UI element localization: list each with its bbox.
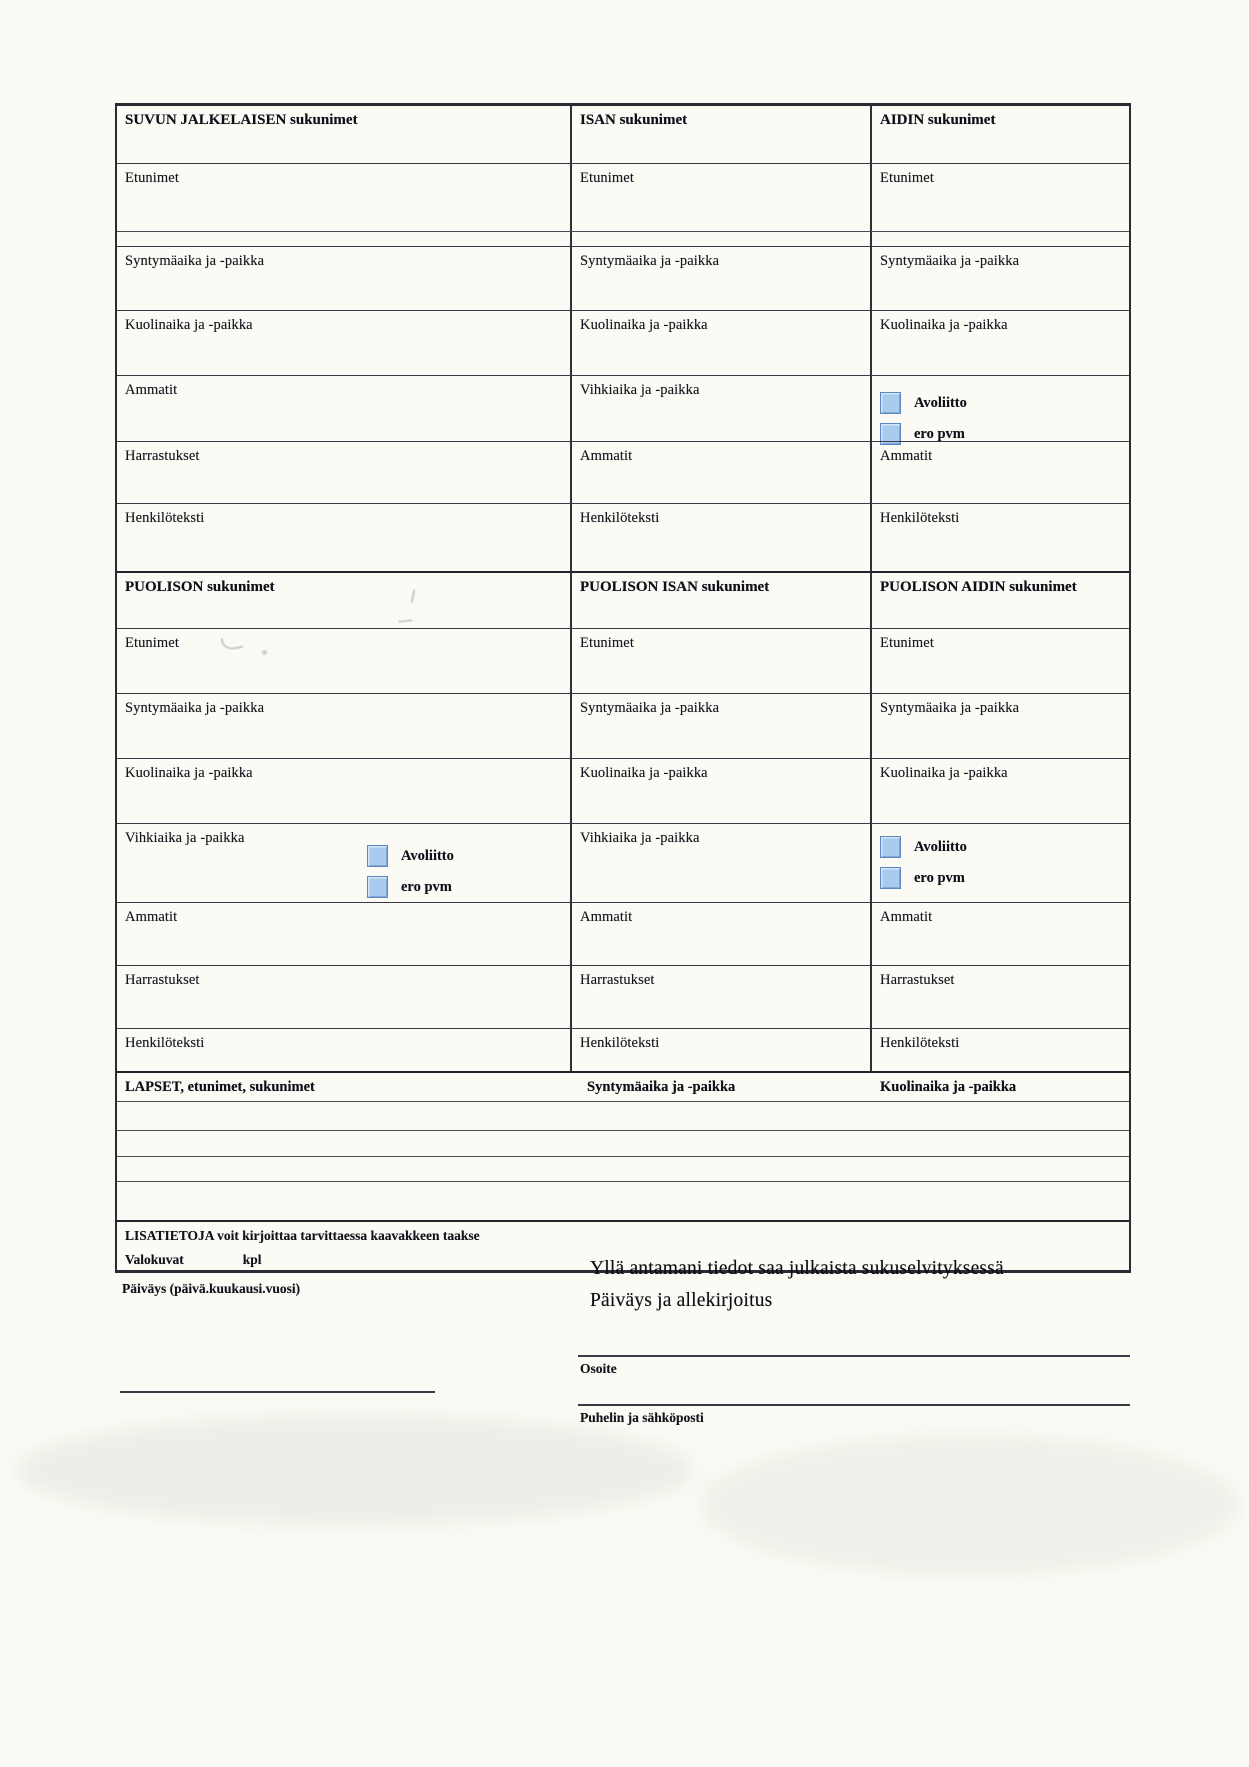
header-cell-spouse: [117, 573, 572, 628]
header-cell-spouse-mother: [872, 573, 1129, 628]
address-line: [578, 1355, 1130, 1357]
column-header: PUOLISON ISAN sukunimet: [580, 579, 770, 595]
field-cell: [117, 759, 572, 823]
photos-label: Valokuvat: [125, 1252, 184, 1267]
field-cell: [872, 1029, 1129, 1071]
field-cell: [872, 311, 1129, 375]
header-cell-children-death: [872, 1073, 1129, 1101]
write-in-area: [117, 1182, 1129, 1220]
table-row-occupations: [117, 902, 1129, 965]
field-label: Syntymäaika ja -paikka: [125, 253, 265, 269]
field-cell: [872, 504, 1129, 571]
field-cell: [117, 376, 572, 441]
field-label: Etunimet: [580, 635, 634, 651]
field-label: Ammatit: [880, 448, 933, 464]
field-label: Kuolinaika ja -paikka: [880, 765, 1008, 781]
scan-shadow: [700, 1435, 1240, 1575]
column-header: Kuolinaika ja -paikka: [880, 1079, 1017, 1095]
field-cell: [117, 629, 572, 693]
field-cell: [872, 629, 1129, 693]
field-label: Kuolinaika ja -paikka: [880, 317, 1008, 333]
table-row-spacer: [117, 231, 1129, 246]
write-in-area: [117, 1157, 1129, 1181]
ero-pvm-checkbox[interactable]: [880, 867, 901, 889]
field-label: Harrastukset: [125, 972, 200, 988]
field-cell: [572, 759, 872, 823]
avoliitto-label: Avoliitto: [401, 847, 454, 864]
column-header: Syntymäaika ja -paikka: [587, 1079, 736, 1095]
field-cell: [117, 504, 572, 571]
table-row-birth: [117, 246, 1129, 310]
table-row-hobbies: [117, 965, 1129, 1028]
field-label: Syntymäaika ja -paikka: [580, 700, 720, 716]
table-row-persontext: [117, 1028, 1129, 1071]
phone-email-label: Puhelin ja sähköposti: [580, 1410, 704, 1425]
field-cell: [872, 694, 1129, 758]
header-cell-descendant: [117, 106, 572, 163]
table-row-death: [117, 758, 1129, 823]
field-cell: [572, 694, 872, 758]
field-cell: [117, 1029, 572, 1071]
field-cell: [117, 966, 572, 1028]
table-row-firstnames: [117, 628, 1129, 693]
header-cell-mother: [872, 106, 1129, 163]
field-label: Etunimet: [880, 170, 934, 186]
avoliitto-label: Avoliitto: [914, 394, 967, 411]
field-label: Henkilöteksti: [580, 1035, 660, 1051]
field-label: Harrastukset: [125, 448, 200, 464]
field-cell: [572, 311, 872, 375]
phone-line: [578, 1404, 1130, 1406]
avoliitto-checkbox[interactable]: [880, 392, 901, 414]
field-cell-with-checkboxes: [117, 824, 572, 902]
consent-statement: Yllä antamani tiedot saa julkaista sukuselvityksessä: [590, 1258, 1004, 1279]
table-row-header-children: [117, 1071, 1129, 1101]
spacer-cell: [572, 232, 872, 246]
field-label: Syntymäaika ja -paikka: [580, 253, 720, 269]
scan-artifact: [398, 613, 413, 622]
field-label: Vihkiaika ja -paikka: [580, 382, 700, 398]
ero-pvm-checkbox[interactable]: [367, 876, 388, 898]
avoliitto-checkbox[interactable]: [367, 845, 388, 867]
field-cell: [572, 164, 872, 231]
field-label: Vihkiaika ja -paikka: [125, 830, 245, 846]
checkbox-row-avoliitto: [880, 836, 1121, 858]
children-blank-line: [117, 1156, 1129, 1181]
header-cell-children-birth: [572, 1073, 872, 1101]
field-label: Syntymäaika ja -paikka: [125, 700, 265, 716]
field-cell: [872, 759, 1129, 823]
signature-caption: Päiväys ja allekirjoitus: [590, 1290, 773, 1311]
field-cell: [872, 442, 1129, 503]
column-header: PUOLISON sukunimet: [125, 579, 275, 595]
family-form-table: [115, 103, 1131, 1273]
field-label: Henkilöteksti: [580, 510, 660, 526]
write-in-area: [117, 1131, 1129, 1156]
field-cell: [572, 504, 872, 571]
field-label: Henkilöteksti: [125, 510, 205, 526]
field-label: Kuolinaika ja -paikka: [125, 317, 253, 333]
checkbox-group: [880, 383, 1121, 445]
checkbox-row-avoliitto: [880, 392, 1121, 414]
table-row-header-descendant: [117, 106, 1129, 163]
write-in-area: [117, 1102, 1129, 1130]
children-blank-line: [117, 1181, 1129, 1220]
field-label: Syntymäaika ja -paikka: [880, 700, 1020, 716]
column-header: LAPSET, etunimet, sukunimet: [125, 1079, 315, 1095]
column-header: AIDIN sukunimet: [880, 112, 996, 128]
table-row-marriage: [117, 823, 1129, 902]
field-cell: [872, 164, 1129, 231]
header-cell-father: [572, 106, 872, 163]
field-label: Syntymäaika ja -paikka: [880, 253, 1020, 269]
field-cell: [572, 247, 872, 310]
column-header: ISAN sukunimet: [580, 112, 688, 128]
additional-info-label: LISATIETOJA voit kirjoittaa tarvittaessa kaavakkeen taakse: [125, 1228, 480, 1243]
children-blank-line: [117, 1101, 1129, 1130]
checkbox-row-ero-pvm: [367, 876, 454, 898]
field-cell: [872, 966, 1129, 1028]
ero-pvm-label: ero pvm: [914, 425, 965, 442]
scan-artifact: [262, 650, 267, 655]
checkbox-row-avoliitto: [367, 845, 454, 867]
field-cell: [572, 824, 872, 902]
field-label: Ammatit: [880, 909, 933, 925]
field-cell: [117, 903, 572, 965]
date-signature-line: [120, 1391, 435, 1393]
field-label: Etunimet: [125, 170, 179, 186]
field-label: Henkilöteksti: [880, 510, 960, 526]
field-cell: [117, 311, 572, 375]
field-label: Ammatit: [580, 909, 633, 925]
field-label: Etunimet: [880, 635, 934, 651]
field-cell: [117, 247, 572, 310]
children-blank-line: [117, 1130, 1129, 1156]
field-label: Ammatit: [125, 909, 178, 925]
field-cell: [572, 1029, 872, 1071]
field-label: Harrastukset: [580, 972, 655, 988]
field-label: Vihkiaika ja -paikka: [580, 830, 700, 846]
scan-shadow: [15, 1415, 695, 1525]
field-label: Harrastukset: [880, 972, 955, 988]
additional-info-cell: [117, 1222, 1129, 1250]
field-label: Kuolinaika ja -paikka: [580, 317, 708, 333]
table-row-hobbies-occupations: [117, 441, 1129, 503]
column-header: PUOLISON AIDIN sukunimet: [880, 579, 1077, 595]
field-cell: [872, 903, 1129, 965]
photos-count-unit-label: kpl: [242, 1252, 262, 1267]
avoliitto-label: Avoliitto: [914, 838, 967, 855]
address-label: Osoite: [580, 1361, 617, 1376]
field-cell: [117, 694, 572, 758]
field-cell: [117, 164, 572, 231]
field-label: Henkilöteksti: [880, 1035, 960, 1051]
checkbox-row-ero-pvm: [880, 867, 1121, 889]
table-row-death: [117, 310, 1129, 375]
header-cell-children: [117, 1073, 572, 1101]
ero-pvm-label: ero pvm: [914, 869, 965, 886]
table-row-occupations-marriage: [117, 375, 1129, 441]
table-row-birth: [117, 693, 1129, 758]
field-cell: [572, 629, 872, 693]
field-cell: [572, 376, 872, 441]
table-row-additional-info: [117, 1220, 1129, 1250]
field-cell: [872, 247, 1129, 310]
header-cell-spouse-father: [572, 573, 872, 628]
date-field-label: Päiväys (päivä.kuukausi.vuosi): [122, 1281, 301, 1296]
field-label: Kuolinaika ja -paikka: [125, 765, 253, 781]
spacer-cell: [117, 232, 572, 246]
field-cell: [572, 966, 872, 1028]
field-cell: [572, 442, 872, 503]
table-row-persontext: [117, 503, 1129, 571]
field-label: Henkilöteksti: [125, 1035, 205, 1051]
checkbox-group: [367, 836, 454, 898]
table-row-header-spouse: [117, 571, 1129, 628]
field-label: Ammatit: [580, 448, 633, 464]
ero-pvm-label: ero pvm: [401, 878, 452, 895]
checkbox-cell: [872, 376, 1129, 441]
avoliitto-checkbox[interactable]: [880, 836, 901, 858]
field-label: Etunimet: [125, 635, 179, 651]
checkbox-cell: [872, 824, 1129, 902]
field-cell: [117, 442, 572, 503]
field-label: Ammatit: [125, 382, 178, 398]
column-header: SUVUN JALKELAISEN sukunimet: [125, 112, 358, 128]
field-label: Etunimet: [580, 170, 634, 186]
checkbox-group: [880, 827, 1121, 889]
field-cell: [572, 903, 872, 965]
field-label: Kuolinaika ja -paikka: [580, 765, 708, 781]
table-row-firstnames: [117, 163, 1129, 231]
spacer-cell: [872, 232, 1129, 246]
